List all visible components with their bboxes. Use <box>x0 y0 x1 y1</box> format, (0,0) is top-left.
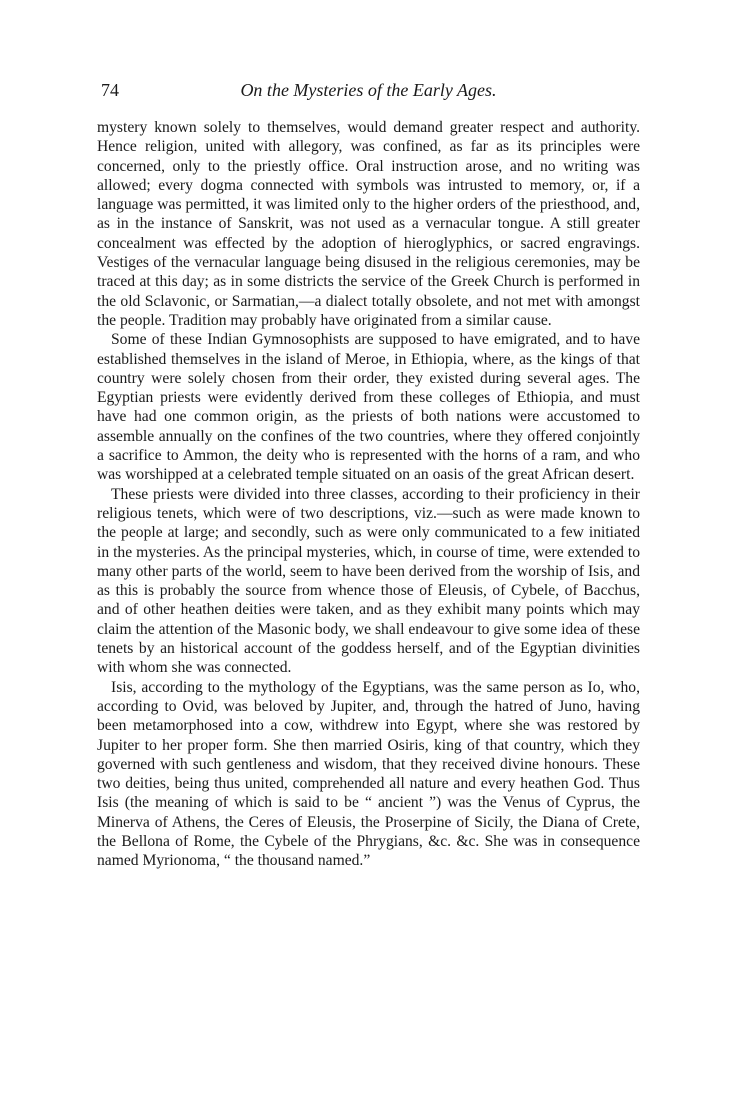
book-page <box>97 80 640 871</box>
body-text <box>97 118 640 871</box>
paragraph-priest-classes: These priests were divided into three classes, according to their proficiency in their religious tenets, which were of two descriptions, viz.—such as were made known to the people at large; and secondly, such as were only communicated to a few initiated in the mysteries. As the principal mysteries, which, in course of time, were extended to many other parts of the world, seem to have been derived from the worship of Isis, and as this is probably the source from whence those of Eleusis, of Cybele, of Bacchus, and of other heathen deities were taken, and as they exhibit many points which may claim the attention of the Masonic body, we shall endeavour to give some idea of these tenets by an historical account of the goddess herself, and of the Egyptian divinities with whom she was connected. <box>97 485 640 677</box>
page-number: 74 <box>101 80 119 100</box>
running-title: On the Mysteries of the Early Ages. <box>240 80 497 100</box>
running-head <box>97 80 640 106</box>
paragraph-continuation: mystery known solely to themselves, would demand greater respect and authority. Hence religion, united with allegory, was confined, as far as its principles were concerned, only to the priestly office. Oral instruction arose, and no writing was allowed; every dogma connected with symbols was intrusted to memory, or, if a language was permitted, it was limited only to the higher orders of the priesthood, and, as in the instance of Sanskrit, was not used as a vernacular tongue. A still greater concealment was effected by the adoption of hieroglyphics, or sacred engravings. Vestiges of the vernacular language being disused in the religious ceremonies, may be traced at this day; as in some districts the service of the Greek Church is performed in the old Sclavonic, or Sarmatian,—a dialect totally obsolete, and not met with amongst the people. Tradition may probably have originated from a similar cause. <box>97 119 640 329</box>
paragraph-isis: Isis, according to the mythology of the Egyptians, was the same person as Io, who, according to Ovid, was beloved by Jupiter, and, through the hatred of Juno, having been metamorphosed into a cow, withdrew into Egypt, where she was restored by Jupiter to her proper form. She then married Osiris, king of that country, which they governed with such gentleness and wisdom, that they received divine honours. These two deities, being thus united, comprehended all nature and every heathen God. Thus Isis (the meaning of which is said to be “ ancient ”) was the Venus of Cyprus, the Minerva of Athens, the Ceres of Eleusis, the Proserpine of Sicily, the Diana of Crete, the Bellona of Rome, the Cybele of the Phrygians, &c. &c. She was in consequence named Myrionoma, “ the thousand named.” <box>97 678 640 870</box>
paragraph-gymnosophists: Some of these Indian Gymnosophists are supposed to have emigrated, and to have established themselves in the island of Meroe, in Ethiopia, where, as the kings of that country were solely chosen from their order, they existed during several ages. The Egyptian priests were evidently derived from these colleges of Ethiopia, and must have had one common origin, as the priests of both nations were accustomed to assemble annually on the confines of the two countries, where they offered conjointly a sacrifice to Ammon, the deity who is represented with the horns of a ram, and who was worshipped at a celebrated temple situated on an oasis of the great African desert. <box>97 331 640 484</box>
